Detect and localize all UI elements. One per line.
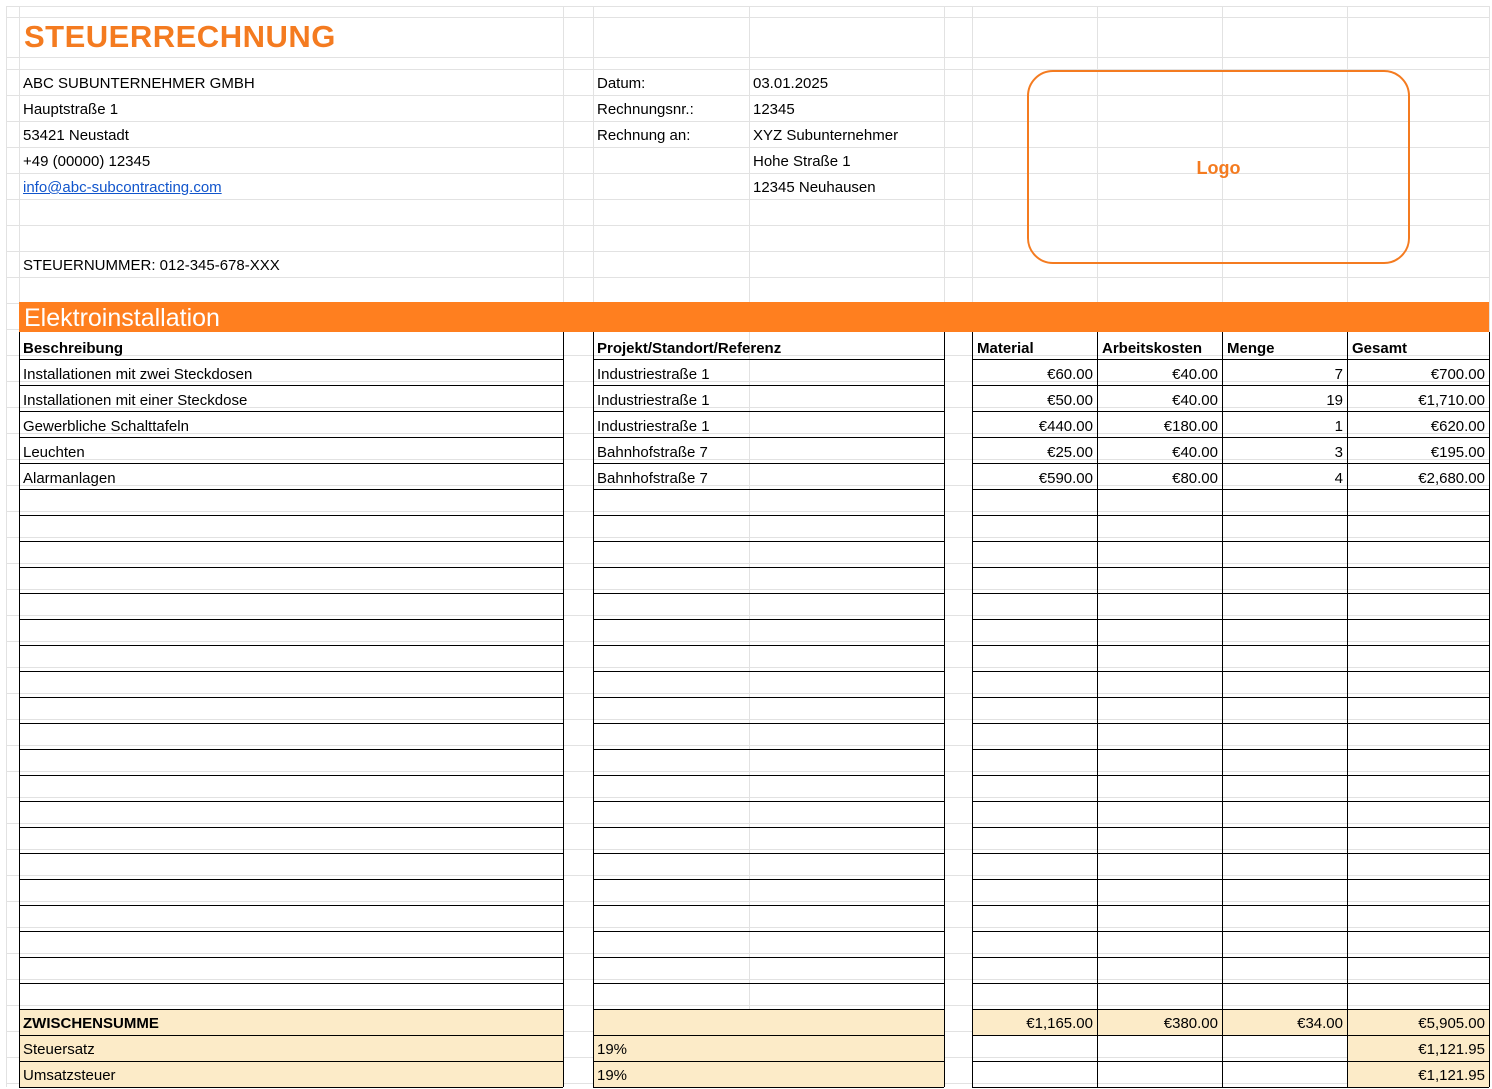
date-value[interactable]: 03.01.2025 — [753, 75, 829, 92]
item-labor[interactable]: €40.00 — [1172, 392, 1218, 409]
cell-border — [972, 515, 1489, 516]
cell-border — [593, 853, 944, 854]
item-total[interactable]: €700.00 — [1430, 366, 1485, 383]
gridline — [6, 563, 1489, 564]
cell-border — [593, 983, 944, 984]
item-project[interactable]: Industriestraße 1 — [597, 366, 710, 383]
cell-border — [972, 853, 1489, 854]
gridline — [6, 1005, 1489, 1006]
cell-border — [972, 619, 1489, 620]
cell-border — [19, 957, 563, 958]
cell-border — [972, 957, 1489, 958]
logo-label: Logo — [1196, 158, 1241, 178]
cell-border — [19, 775, 563, 776]
cell-border — [19, 619, 563, 620]
item-material[interactable]: €60.00 — [1047, 366, 1093, 383]
subtotal-labor[interactable]: €380.00 — [1163, 1015, 1218, 1032]
section-title[interactable]: Elektroinstallation — [24, 304, 220, 332]
cell-border — [593, 1087, 944, 1088]
cell-border — [563, 332, 564, 1087]
cell-border — [944, 332, 945, 1087]
cell-border — [972, 775, 1489, 776]
cell-border — [593, 1009, 944, 1010]
cell-border — [972, 983, 1489, 984]
gridline — [6, 6, 1489, 7]
cell-border — [593, 332, 594, 1087]
vat-label: Umsatzsteuer — [23, 1067, 116, 1084]
cell-border — [593, 1061, 944, 1062]
cell-border — [593, 749, 944, 750]
cell-border — [972, 749, 1489, 750]
cell-border — [593, 697, 944, 698]
item-project[interactable]: Industriestraße 1 — [597, 418, 710, 435]
gridline — [6, 6, 7, 1087]
company-street: Hauptstraße 1 — [23, 101, 119, 118]
cell-border — [593, 541, 944, 542]
cell-border — [19, 1009, 563, 1010]
cell-border — [972, 931, 1489, 932]
vat-value[interactable]: 19% — [597, 1067, 628, 1084]
item-quantity[interactable]: 4 — [1334, 470, 1343, 487]
cell-border — [19, 645, 563, 646]
cell-border — [593, 1035, 944, 1036]
cell-border — [19, 749, 563, 750]
cell-border — [593, 723, 944, 724]
item-material[interactable]: €50.00 — [1047, 392, 1093, 409]
item-project[interactable]: Bahnhofstraße 7 — [597, 444, 708, 461]
gridline — [6, 641, 1489, 642]
item-labor[interactable]: €40.00 — [1172, 366, 1218, 383]
cell-fill — [593, 1061, 944, 1087]
cell-border — [19, 1061, 563, 1062]
cell-border — [972, 332, 973, 1087]
item-description[interactable]: Leuchten — [23, 444, 85, 461]
item-total[interactable]: €2,680.00 — [1418, 470, 1485, 487]
date-label: Datum: — [597, 75, 646, 92]
gridline — [6, 57, 1489, 58]
gridline — [6, 667, 1489, 668]
gridline — [6, 875, 1489, 876]
company-city: 53421 Neustadt — [23, 127, 129, 144]
item-labor[interactable]: €40.00 — [1172, 444, 1218, 461]
cell-border — [593, 645, 944, 646]
cell-border — [19, 801, 563, 802]
company-name: ABC SUBUNTERNEHMER GMBH — [23, 75, 255, 92]
cell-border — [19, 853, 563, 854]
header-material: Material — [977, 340, 1034, 357]
item-description[interactable]: Installationen mit einer Steckdose — [23, 392, 248, 409]
subtotal-quantity[interactable]: €34.00 — [1297, 1015, 1343, 1032]
cell-border — [19, 541, 563, 542]
item-labor[interactable]: €180.00 — [1163, 418, 1218, 435]
cell-border — [972, 827, 1489, 828]
gridline — [6, 823, 1489, 824]
gridline — [6, 771, 1489, 772]
item-description[interactable]: Installationen mit zwei Steckdosen — [23, 366, 253, 383]
billto-city[interactable]: 12345 Neuhausen — [753, 179, 876, 196]
cell-border — [593, 515, 944, 516]
cell-border — [1097, 332, 1098, 1087]
item-quantity[interactable]: 3 — [1334, 444, 1343, 461]
cell-border — [1222, 332, 1223, 1087]
gridline — [6, 693, 1489, 694]
cell-border — [972, 593, 1489, 594]
gridline — [6, 537, 1489, 538]
header-project: Projekt/Standort/Referenz — [597, 340, 782, 357]
invoice-number-label: Rechnungsnr.: — [597, 101, 694, 118]
header-labor: Arbeitskosten — [1102, 340, 1203, 357]
cell-border — [19, 593, 563, 594]
cell-border — [593, 593, 944, 594]
gridline — [6, 719, 1489, 720]
cell-border — [593, 801, 944, 802]
cell-border — [593, 567, 944, 568]
cell-border — [593, 775, 944, 776]
cell-border — [1489, 332, 1490, 1087]
company-email-link[interactable]: info@abc-subcontracting.com — [23, 179, 222, 196]
cell-border — [972, 879, 1489, 880]
cell-border — [19, 723, 563, 724]
cell-border — [972, 541, 1489, 542]
cell-border — [972, 645, 1489, 646]
subtotal-label: ZWISCHENSUMME — [23, 1015, 159, 1032]
gridline — [6, 927, 1489, 928]
cell-border — [972, 1009, 1489, 1010]
gridline — [6, 979, 1489, 980]
cell-border — [19, 567, 563, 568]
cell-border — [1347, 332, 1348, 1087]
gridline — [6, 849, 1489, 850]
cell-border — [593, 671, 944, 672]
cell-border — [19, 671, 563, 672]
cell-border — [19, 931, 563, 932]
cell-border — [972, 671, 1489, 672]
cell-border — [19, 332, 20, 1087]
item-project[interactable]: Bahnhofstraße 7 — [597, 470, 708, 487]
cell-border — [19, 515, 563, 516]
cell-border — [593, 619, 944, 620]
company-phone: +49 (00000) 12345 — [23, 153, 151, 170]
cell-border — [19, 879, 563, 880]
gridline — [6, 953, 1489, 954]
cell-border — [972, 905, 1489, 906]
cell-border — [593, 957, 944, 958]
gridline — [6, 901, 1489, 902]
cell-border — [972, 567, 1489, 568]
item-total[interactable]: €195.00 — [1430, 444, 1485, 461]
gridline — [6, 615, 1489, 616]
billto-name[interactable]: XYZ Subunternehmer — [753, 127, 899, 144]
tax-rate-total[interactable]: €1,121.95 — [1418, 1041, 1485, 1058]
subtotal-total[interactable]: €5,905.00 — [1418, 1015, 1485, 1032]
gridline — [6, 745, 1489, 746]
cell-border — [593, 905, 944, 906]
cell-border — [19, 905, 563, 906]
item-total[interactable]: €1,710.00 — [1418, 392, 1485, 409]
item-quantity[interactable]: 19 — [1326, 392, 1343, 409]
cell-border — [972, 697, 1489, 698]
invoice-title: STEUERRECHNUNG — [24, 19, 336, 54]
item-material[interactable]: €590.00 — [1038, 470, 1093, 487]
item-material[interactable]: €25.00 — [1047, 444, 1093, 461]
item-description[interactable]: Gewerbliche Schalttafeln — [23, 418, 189, 435]
item-total[interactable]: €620.00 — [1430, 418, 1485, 435]
item-quantity[interactable]: 7 — [1334, 366, 1343, 383]
cell-border — [593, 879, 944, 880]
cell-border — [19, 827, 563, 828]
gridline — [6, 511, 1489, 512]
cell-border — [19, 983, 563, 984]
header-description: Beschreibung — [23, 340, 124, 357]
cell-fill — [19, 1035, 563, 1061]
cell-border — [19, 697, 563, 698]
cell-border — [593, 931, 944, 932]
tax-number: STEUERNUMMER: 012-345-678-XXX — [23, 257, 280, 274]
cell-fill — [593, 1035, 944, 1061]
header-total: Gesamt — [1352, 340, 1408, 357]
item-material[interactable]: €440.00 — [1038, 418, 1093, 435]
gridline — [749, 6, 750, 1087]
subtotal-material[interactable]: €1,165.00 — [1026, 1015, 1093, 1032]
header-quantity: Menge — [1227, 340, 1275, 357]
logo-placeholder[interactable] — [1027, 70, 1410, 264]
tax-rate-value[interactable]: 19% — [597, 1041, 628, 1058]
item-labor[interactable]: €80.00 — [1172, 470, 1218, 487]
item-description[interactable]: Alarmanlagen — [23, 470, 116, 487]
billto-label: Rechnung an: — [597, 127, 691, 144]
gridline — [6, 797, 1489, 798]
cell-border — [19, 463, 563, 464]
section-header-bar — [19, 302, 1489, 332]
item-quantity[interactable]: 1 — [1334, 418, 1343, 435]
invoice-number-value[interactable]: 12345 — [753, 101, 795, 118]
cell-border — [972, 723, 1489, 724]
cell-border — [593, 827, 944, 828]
gridline — [6, 589, 1489, 590]
cell-fill — [593, 1009, 944, 1035]
billto-street[interactable]: Hohe Straße 1 — [753, 153, 851, 170]
cell-border — [972, 801, 1489, 802]
vat-total[interactable]: €1,121.95 — [1418, 1067, 1485, 1084]
tax-rate-label: Steuersatz — [23, 1041, 95, 1058]
item-project[interactable]: Industriestraße 1 — [597, 392, 710, 409]
